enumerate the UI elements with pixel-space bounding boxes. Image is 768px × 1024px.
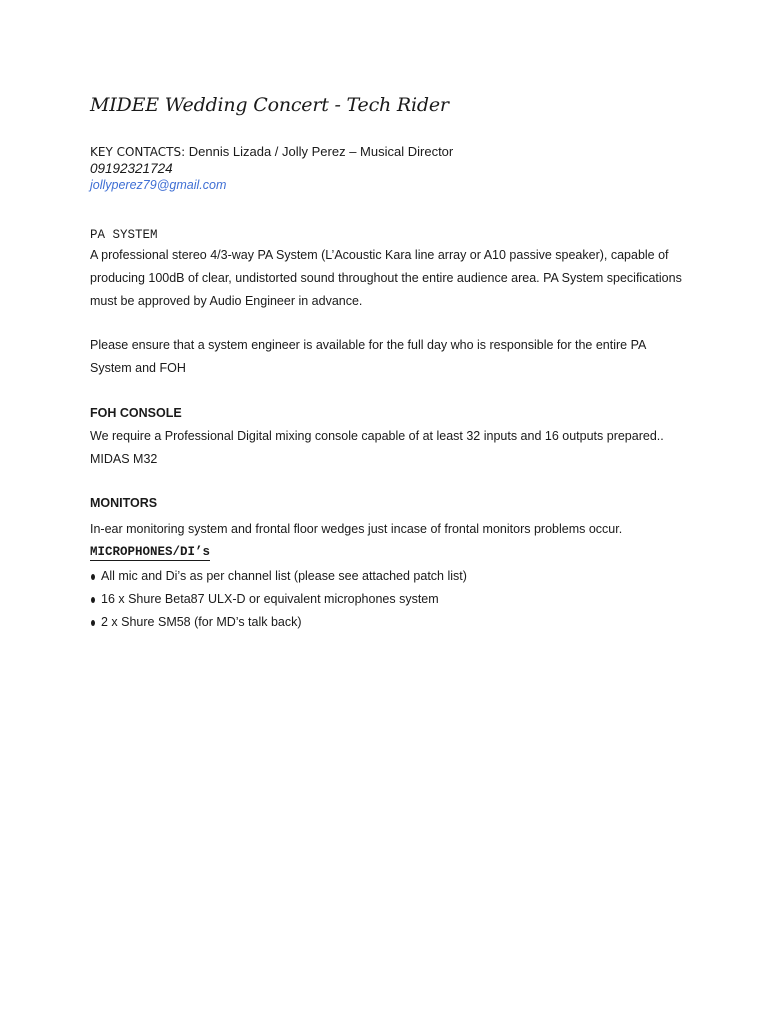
- contact-email-link[interactable]: jollyperez79@gmail.com: [90, 178, 227, 192]
- foh-console-heading: FOH CONSOLE: [90, 406, 182, 420]
- microphones-list: [90, 565, 467, 634]
- key-contacts-line: [90, 144, 453, 159]
- key-contacts-names: Dennis Lizada / Jolly Perez – Musical Director: [188, 144, 454, 159]
- monitors-heading: MONITORS: [90, 496, 158, 510]
- key-contacts-label: KEY CONTACTS:: [90, 145, 186, 159]
- list-item: [90, 588, 467, 611]
- bullet-icon: [91, 574, 95, 580]
- monitors-paragraph: In-ear monitoring system and frontal floor wedges just incase of frontal monitors problems occur.: [90, 522, 623, 536]
- list-item-text: All mic and Di’s as per channel list (please see attached patch list): [101, 569, 467, 583]
- list-item: [90, 611, 467, 634]
- list-item-text: 16 x Shure Beta87 ULX-D or equivalent microphones system: [101, 592, 439, 606]
- pa-system-paragraph: A professional stereo 4/3-way PA System (L’Acoustic Kara line array or A10 passive speaker), capable of producing 100dB of clear, undistorted sound throughout the entire audience area. PA System specifications must be approved by Audio Engineer in advance.: [90, 248, 682, 308]
- system-engineer-paragraph: Please ensure that a system engineer is available for the full day who is responsible for the entire PA System and FOH: [90, 338, 646, 375]
- bullet-icon: [91, 620, 95, 626]
- list-item: [90, 565, 467, 588]
- foh-console-paragraph: We require a Professional Digital mixing console capable of at least 32 inputs and 16 outputs prepared.. MIDAS M32: [90, 429, 664, 466]
- contact-phone: 09192321724: [90, 161, 173, 176]
- pa-system-heading: PA SYSTEM: [90, 228, 158, 242]
- document-title: MIDEE Wedding Concert - Tech Rider: [90, 94, 449, 116]
- list-item-text: 2 x Shure SM58 (for MD’s talk back): [101, 615, 302, 629]
- bullet-icon: [91, 597, 95, 603]
- microphones-heading: MICROPHONES/DI’s: [90, 545, 211, 559]
